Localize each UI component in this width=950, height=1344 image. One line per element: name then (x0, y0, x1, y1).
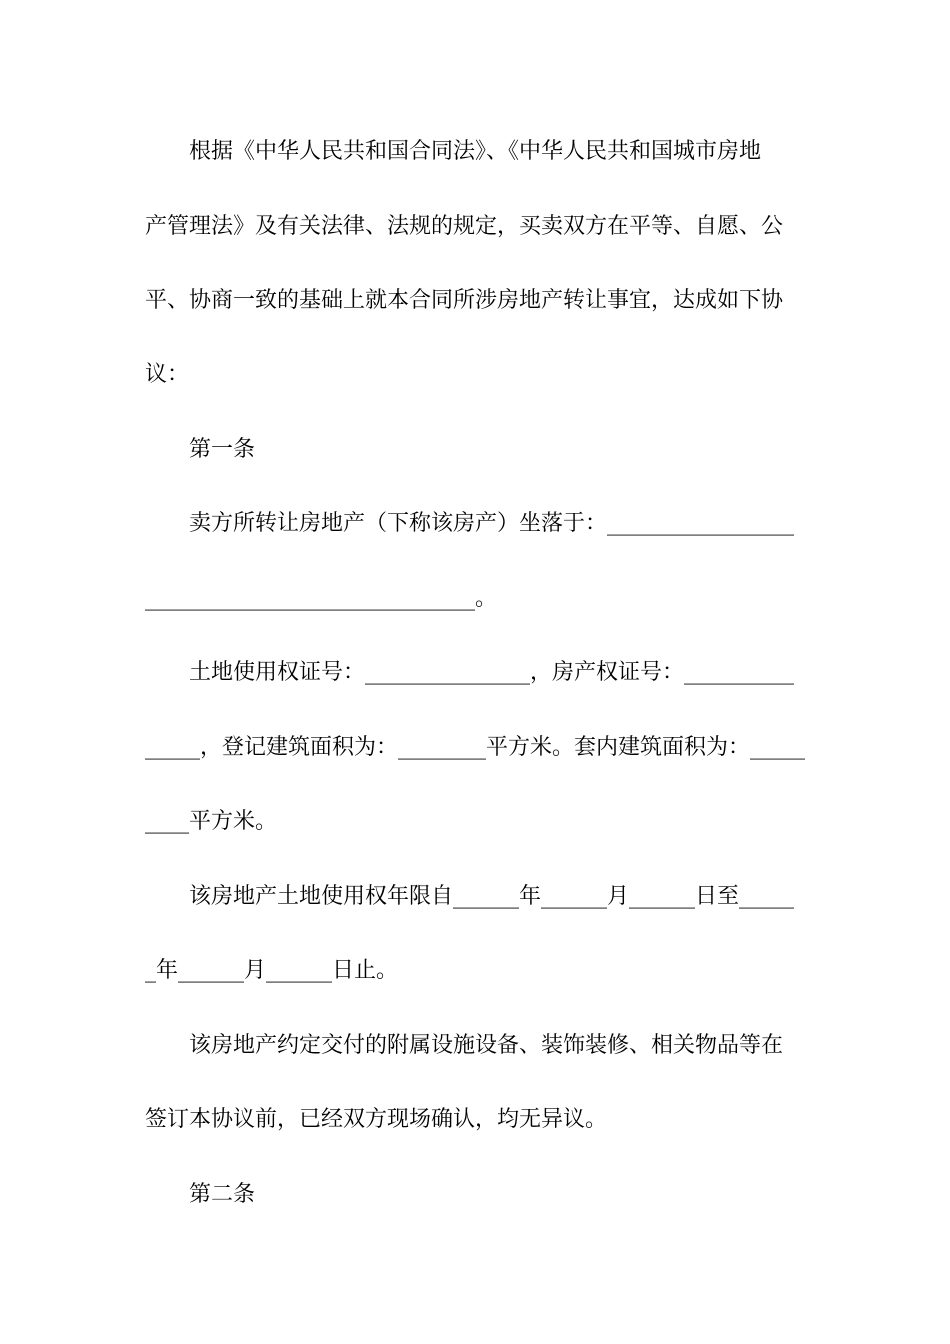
paragraph-intro-line-3: 平、协商一致的基础上就本合同所涉房地产转让事宜，达成如下协 (145, 288, 784, 313)
property-location-line-1: 卖方所转让房地产（下称该房产）坐落于：_________________ (189, 511, 795, 536)
property-location-line-2: ______________________________。 (145, 586, 498, 611)
land-use-term-line-2: _年______月______日止。 (145, 958, 399, 983)
paragraph-intro-line-2: 产管理法》及有关法律、法规的规定，买卖双方在平等、自愿、公 (145, 214, 784, 239)
land-use-term-line-1: 该房地产土地使用权年限自______年______月______日至_____ (189, 884, 795, 909)
facilities-line-1: 该房地产约定交付的附属设施设备、装饰装修、相关物品等在 (189, 1033, 784, 1058)
article-1-heading: 第一条 (189, 437, 256, 462)
certificate-line-3: ____平方米。 (145, 809, 278, 834)
certificate-line-2: _____，登记建筑面积为：________平方米。套内建筑面积为：_____ (145, 735, 805, 760)
article-2-heading: 第二条 (189, 1182, 256, 1207)
paragraph-intro-line-1: 根据《中华人民共和国合同法》、《中华人民共和国城市房地 (189, 139, 762, 164)
paragraph-intro-line-4: 议： (145, 362, 190, 387)
certificate-line-1: 土地使用权证号：_______________，房产权证号：__________ (189, 660, 795, 685)
facilities-line-2: 签订本协议前，已经双方现场确认，均无异议。 (145, 1107, 608, 1132)
